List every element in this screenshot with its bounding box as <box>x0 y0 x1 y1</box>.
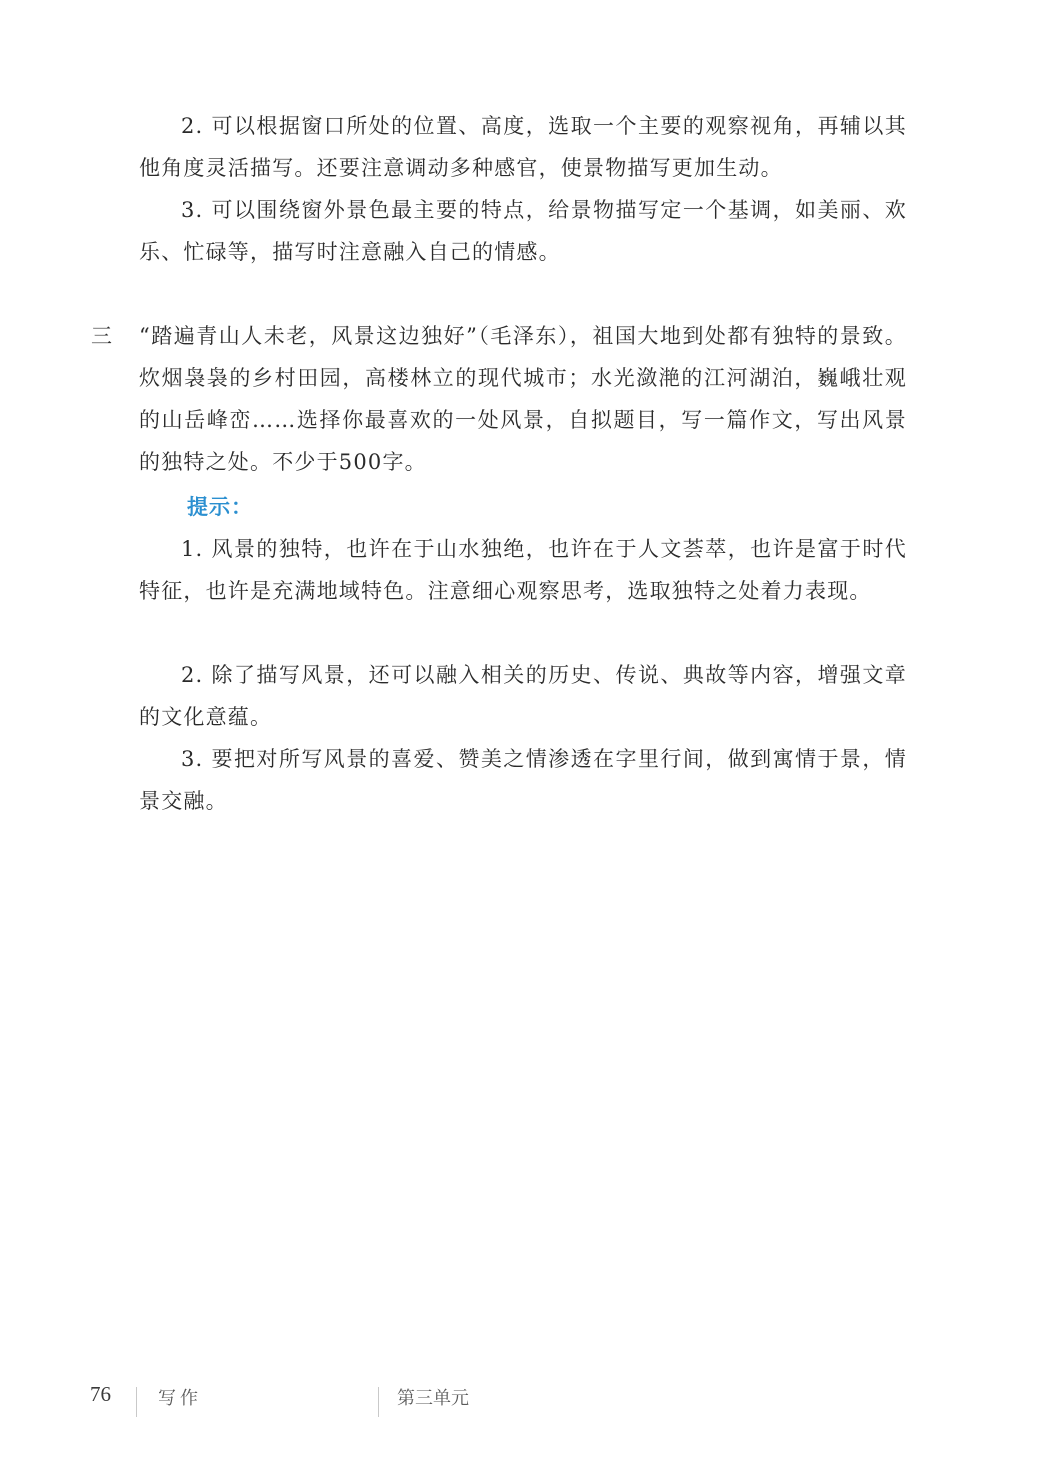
page-number: 76 <box>90 1382 111 1406</box>
tip-paragraph: 2. 可以根据窗口所处的位置、高度，选取一个主要的观察视角，再辅以其他角度灵活描写。还要注意调动多种感官，使景物描写更加生动。 <box>139 114 907 180</box>
tip-paragraph: 2. 除了描写风景，还可以融入相关的历史、传说、典故等内容，增强文章的文化意蕴。 <box>139 663 907 729</box>
question-number: 三 <box>91 324 112 348</box>
tip-paragraph: 1. 风景的独特，也许在于山水独绝，也许在于人文荟萃，也许是富于时代特征，也许是充满地域特色。注意细心观察思考，选取独特之处着力表现。 <box>139 537 907 603</box>
question-prompt: “踏遍青山人未老，风景这边独好”（毛泽东），祖国大地到处都有独特的景致。炊烟袅袅的乡村田园，高楼林立的现代城市；水光潋滟的江河湖泊，巍峨壮观的山岳峰峦……选择你最喜欢的一处风景，自拟题目，写一篇作文，写出风景的独特之处。不少于500字。 <box>139 324 907 474</box>
footer-divider <box>136 1387 137 1417</box>
tip-paragraph: 3. 可以围绕窗外景色最主要的特点，给景物描写定一个基调，如美丽、欢乐、忙碌等，描写时注意融入自己的情感。 <box>139 198 907 264</box>
tip-paragraph: 3. 要把对所写风景的喜爱、赞美之情渗透在字里行间，做到寓情于景，情景交融。 <box>139 747 907 813</box>
footer-unit-title: 第三单元 <box>397 1388 469 1409</box>
footer-divider <box>378 1387 379 1417</box>
footer-section-title: 写作 <box>158 1388 202 1409</box>
hint-label: 提示： <box>187 495 253 519</box>
